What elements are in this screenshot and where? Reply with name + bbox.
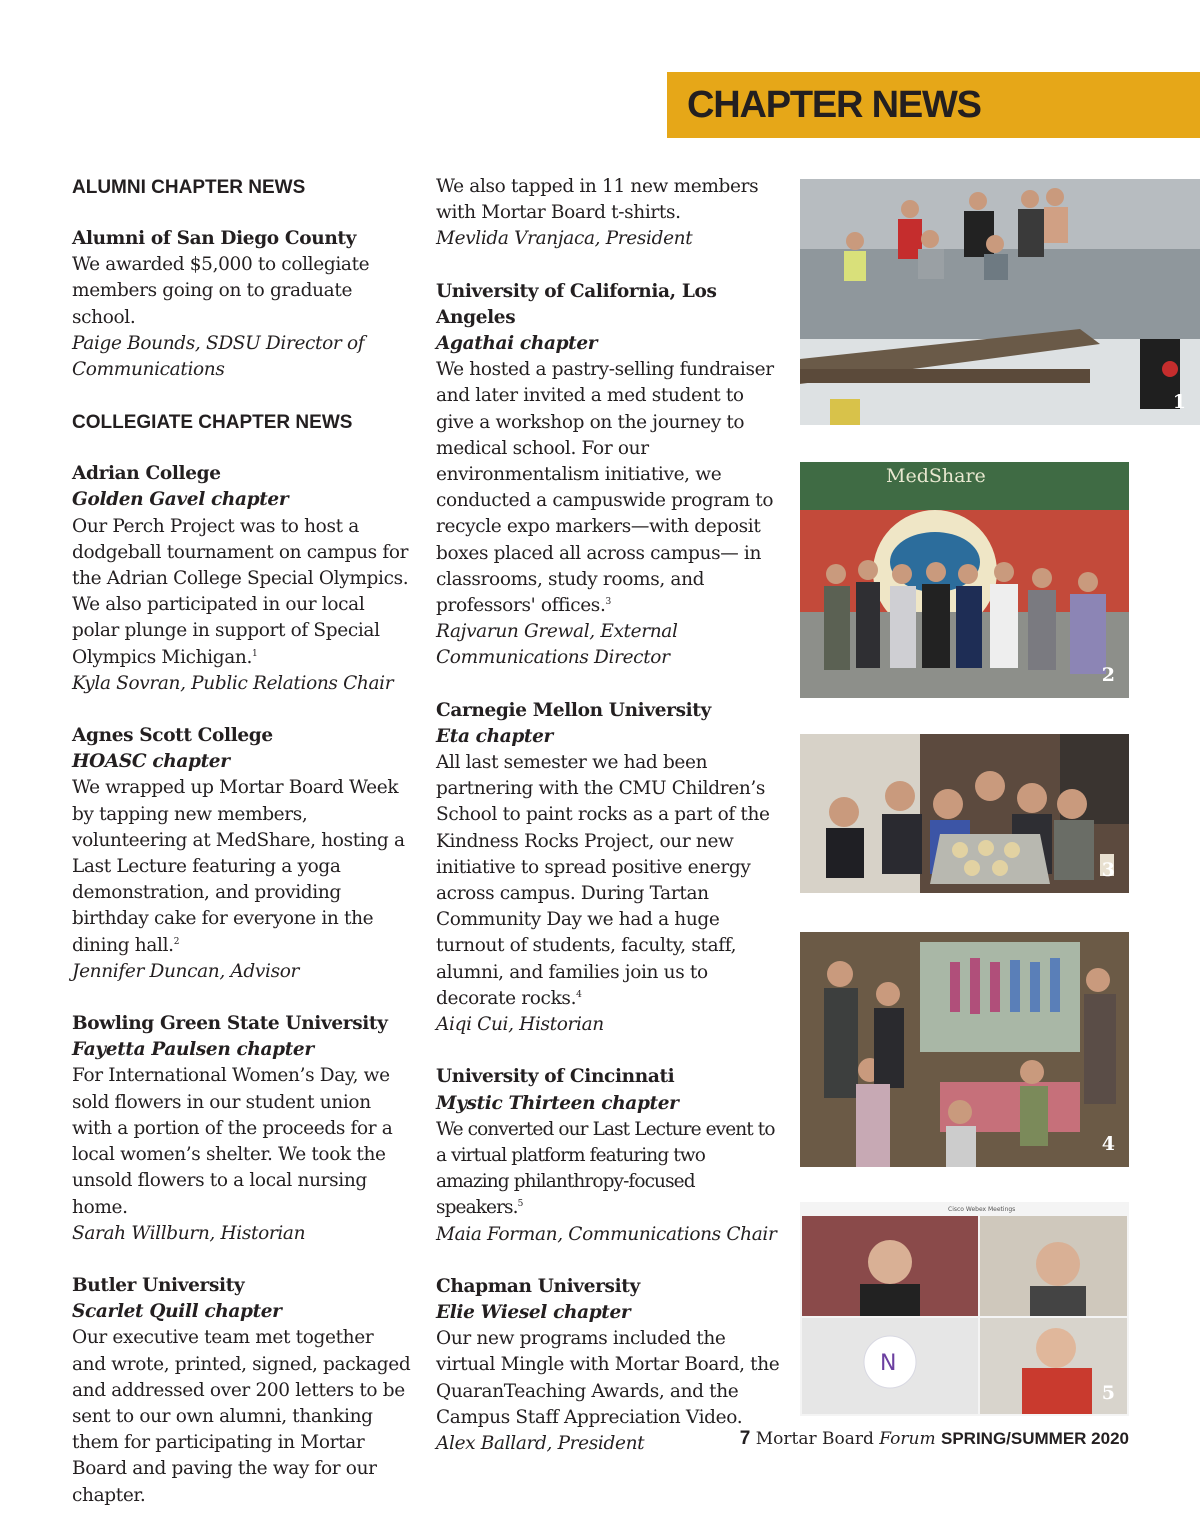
chapter-name: Fayetta Paulsen chapter [72,1039,314,1061]
entry-body: Our executive team met together and wrote, printed, signed, packaged and addressed over 200 letters to be sent to our own alumni, thanking them for participating in Mortar Board and paving the way for our chapter. [72,1327,411,1506]
participant-initial: N [880,1351,897,1376]
entry-body-wrap [436,357,781,619]
photo-number: 5 [1101,1382,1115,1404]
school-name: Carnegie Mellon University [436,699,711,721]
entry-body: For International Women’s Day, we sold flowers in our student union with a portion of the proceeds for a local women’s shelter. We took the unsold flowers to a local nursing home. [72,1065,393,1218]
entry-author: Jennifer Duncan, Advisor [72,960,300,982]
photo-number: 1 [1172,391,1186,413]
news-entry-continued [436,174,781,253]
polar-plunge-photo [800,179,1200,425]
app-title: Cisco Webex Meetings [948,1206,1016,1213]
entry-body: We also tapped in 11 new members with Mortar Board t-shirts. [436,176,759,224]
news-entry [436,698,781,1039]
entry-author: Paige Bounds, SDSU Director of Communications [72,332,365,381]
school-name: Adrian College [72,463,221,485]
issue-label: SPRING/SUMMER 2020 [941,1429,1129,1448]
photo-number: 3 [1101,859,1115,881]
school-name: Chapman University [436,1275,640,1297]
video-call-photo [800,1202,1129,1416]
entry-body-wrap [436,1117,781,1222]
photo-ref: 2 [173,936,180,947]
photo-ref: 3 [605,597,611,608]
entry-body: We wrapped up Mortar Board Week by tapping new members, volunteering at MedShare, hosting a Last Lecture featuring a yoga demonstration, and providing birthday cake for everyone in the dining hall. [72,777,405,956]
pastry-sale-illustration [800,734,1129,893]
photo-ref: 1 [252,648,258,659]
news-entry [72,1273,412,1509]
entry-author: Alex Ballard, President [436,1432,645,1454]
school-name: University of Cincinnati [436,1066,675,1088]
entry-body: All last semester we had been partnering with the CMU Children’s School to paint rocks as a part of the Kindness Rocks Project, our new initiative to spread positive energy across campus. During Tartan Community Day we had a huge turnout of students, faculty, staff, alumni, and families join us to decorate rocks. [436,752,770,1009]
school-name: Bowling Green State University [72,1013,388,1035]
photo-ref: 4 [576,989,582,1000]
page-title: CHAPTER NEWS [687,84,981,126]
section-banner [667,72,1200,138]
left-column [72,174,412,1535]
sign-text: MedShare [886,465,986,487]
news-entry [72,226,412,383]
medshare-group-illustration [800,462,1129,698]
rock-painting-illustration [800,932,1129,1167]
chapter-name: Mystic Thirteen chapter [436,1092,679,1114]
video-call-illustration [800,1202,1129,1416]
school-name: University of California, Los Angeles [436,280,717,328]
rock-painting-photo [800,932,1129,1167]
collegiate-heading: COLLEGIATE CHAPTER NEWS [72,412,353,434]
school-name: Butler University [72,1274,245,1296]
chapter-name: Golden Gavel chapter [72,489,289,511]
news-entry [436,279,781,672]
page-number: 7 [739,1428,751,1449]
entry-author: Rajvarun Grewal, External Communications Director [436,621,678,669]
entry-author: Mevlida Vranjaca, President [436,228,693,250]
entry-author: Aiqi Cui, Historian [436,1014,604,1036]
publication-name: Mortar Board [755,1429,874,1449]
alumni-heading: ALUMNI CHAPTER NEWS [72,177,306,198]
photo-number: 4 [1101,1133,1115,1155]
middle-column [436,174,781,1483]
news-entry [72,723,412,985]
chapter-name: Scarlet Quill chapter [72,1301,282,1323]
entry-body-wrap [72,514,412,671]
news-entry [72,461,412,697]
photo-ref: 5 [517,1199,523,1210]
school-name: Alumni of San Diego County [72,228,357,249]
photo-number: 2 [1101,664,1115,686]
entry-body: Our Perch Project was to host a dodgeball tournament on campus for the Adrian College Special Olympics. We also participated in our local polar plunge in support of Special Olympics Michigan. [72,515,409,668]
polar-plunge-illustration [800,179,1200,425]
entry-body: We converted our Last Lecture event to a virtual platform featuring two amazing philanthropy-focused speakers. [436,1118,775,1219]
entry-author: Kyla Sovran, Public Relations Chair [72,672,394,694]
chapter-name: Agathai chapter [436,333,598,355]
entry-author: Maia Forman, Communications Chair [436,1223,777,1245]
chapter-name: Eta chapter [436,725,553,747]
pastry-sale-photo [800,734,1129,893]
page-footer [740,1428,1129,1450]
medshare-group-photo [800,462,1129,698]
chapter-name: Elie Wiesel chapter [436,1301,631,1323]
entry-body-wrap [72,775,412,958]
news-entry [436,1274,781,1457]
news-entry [436,1064,781,1247]
news-entry [72,1011,412,1247]
school-name: Agnes Scott College [72,725,273,747]
publication-name-italic: Forum [879,1429,936,1449]
entry-body: Our new programs included the virtual Mingle with Mortar Board, the QuaranTeaching Awards, and the Campus Staff Appreciation Video. [436,1328,780,1428]
entry-body: We awarded $5,000 to collegiate members going on to graduate school. [72,254,370,328]
chapter-name: HOASC chapter [72,751,230,773]
entry-body-wrap [436,750,781,1012]
entry-body: We hosted a pastry-selling fundraiser and later invited a med student to give a workshop on the journey to medical school. For our environmentalism initiative, we conducted a campuswide program to recycle expo markers—with deposit boxes placed all across campus— in classrooms, study rooms, and professors' offices. [436,359,774,617]
entry-author: Sarah Willburn, Historian [72,1222,306,1244]
